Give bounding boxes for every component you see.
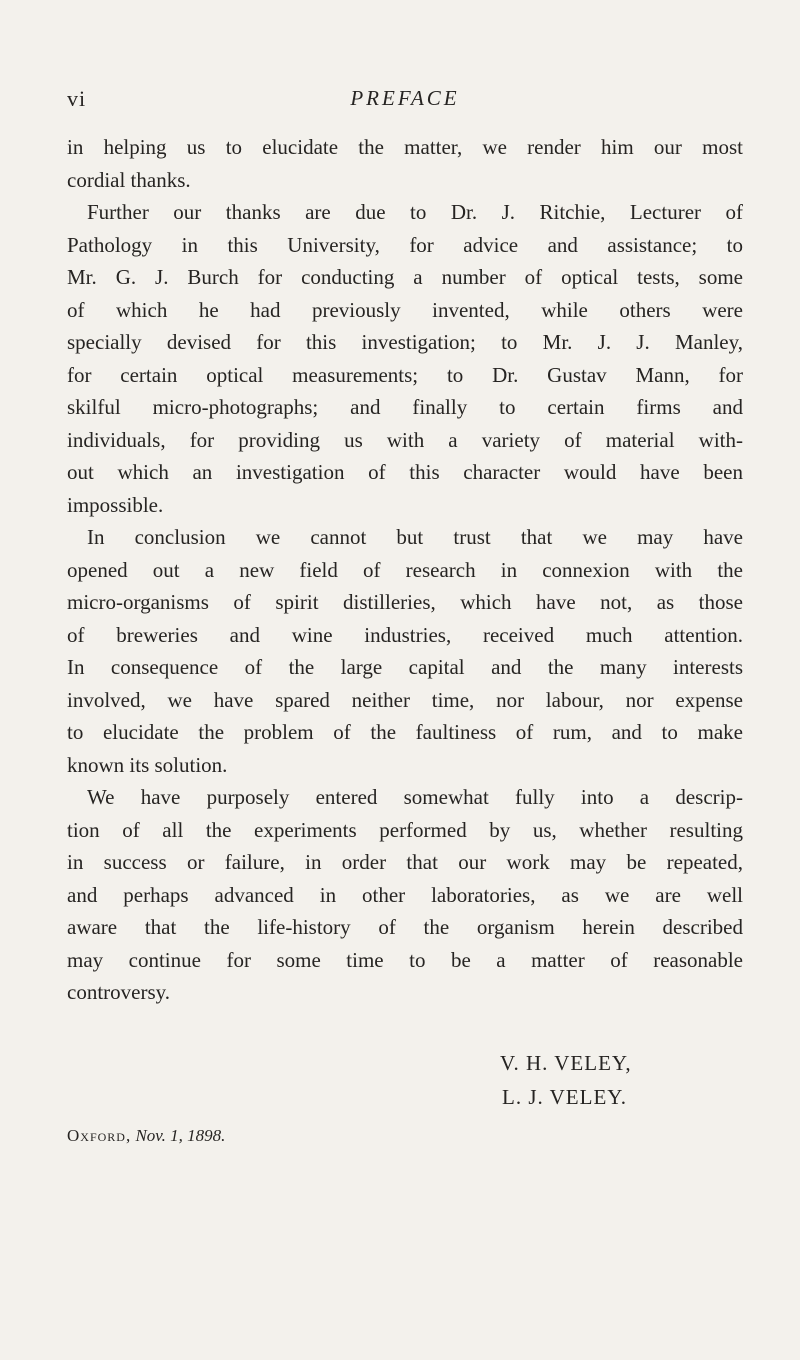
- body-line: cordial thanks.: [67, 167, 191, 192]
- running-title: PREFACE: [350, 86, 460, 110]
- place: Oxford,: [67, 1126, 132, 1145]
- running-head: [67, 86, 743, 116]
- body-line: In conclusion we cannot but trust that we may have: [87, 525, 743, 549]
- body-line: may continue for some time to be a matter of reasonable: [67, 947, 743, 972]
- body-line: involved, we have spared neither time, nor labour, nor expense: [67, 687, 743, 712]
- page-number: vi: [67, 86, 87, 111]
- body-line: Pathology in this University, for advice and assistance; to: [67, 232, 743, 257]
- body-line: in helping us to elucidate the matter, we render him our most: [67, 135, 743, 159]
- body-line: for certain optical measurements; to Dr. Gustav Mann, for: [67, 362, 743, 387]
- body-line: of which he had previously invented, while others were: [67, 297, 743, 322]
- body-line: tion of all the experiments performed by us, whether resulting: [67, 817, 743, 842]
- place-date-line: [67, 1126, 225, 1146]
- body-line: impossible.: [67, 492, 164, 517]
- body-line: We have purposely entered somewhat fully into a descrip-: [87, 785, 743, 809]
- body-line: individuals, for providing us with a variety of material with-: [67, 427, 743, 452]
- body-line: controversy.: [67, 980, 171, 1004]
- body-line: known its solution.: [67, 752, 228, 777]
- author-signature: L. J. VELEY.: [502, 1085, 627, 1109]
- signature-block: [500, 1046, 720, 1114]
- body-line: to elucidate the problem of the faultiness of rum, and to make: [67, 720, 743, 744]
- body-line: in success or failure, in order that our work may be repeated,: [67, 850, 743, 874]
- body-line: skilful micro-photographs; and finally to certain firms and: [67, 395, 743, 419]
- body-line: specially devised for this investigation; to Mr. J. J. Manley,: [67, 330, 743, 354]
- body-line: and perhaps advanced in other laboratories, as we are well: [67, 882, 743, 907]
- body-line: of breweries and wine industries, received much attention.: [67, 622, 743, 647]
- body-line: micro-organisms of spirit distilleries, which have not, as those: [67, 590, 743, 614]
- date: Nov. 1, 1898.: [135, 1126, 226, 1145]
- body-line: Further our thanks are due to Dr. J. Ritchie, Lecturer of: [87, 200, 743, 224]
- body-line: opened out a new field of research in connexion with the: [67, 557, 743, 582]
- preface-body: [67, 131, 743, 1009]
- body-line: In consequence of the large capital and the many interests: [67, 655, 743, 679]
- body-line: Mr. G. J. Burch for conducting a number of optical tests, some: [67, 265, 743, 289]
- body-line: out which an investigation of this character would have been: [67, 460, 743, 484]
- body-line: aware that the life-history of the organism herein described: [67, 915, 743, 939]
- author-signature: V. H. VELEY,: [500, 1051, 632, 1075]
